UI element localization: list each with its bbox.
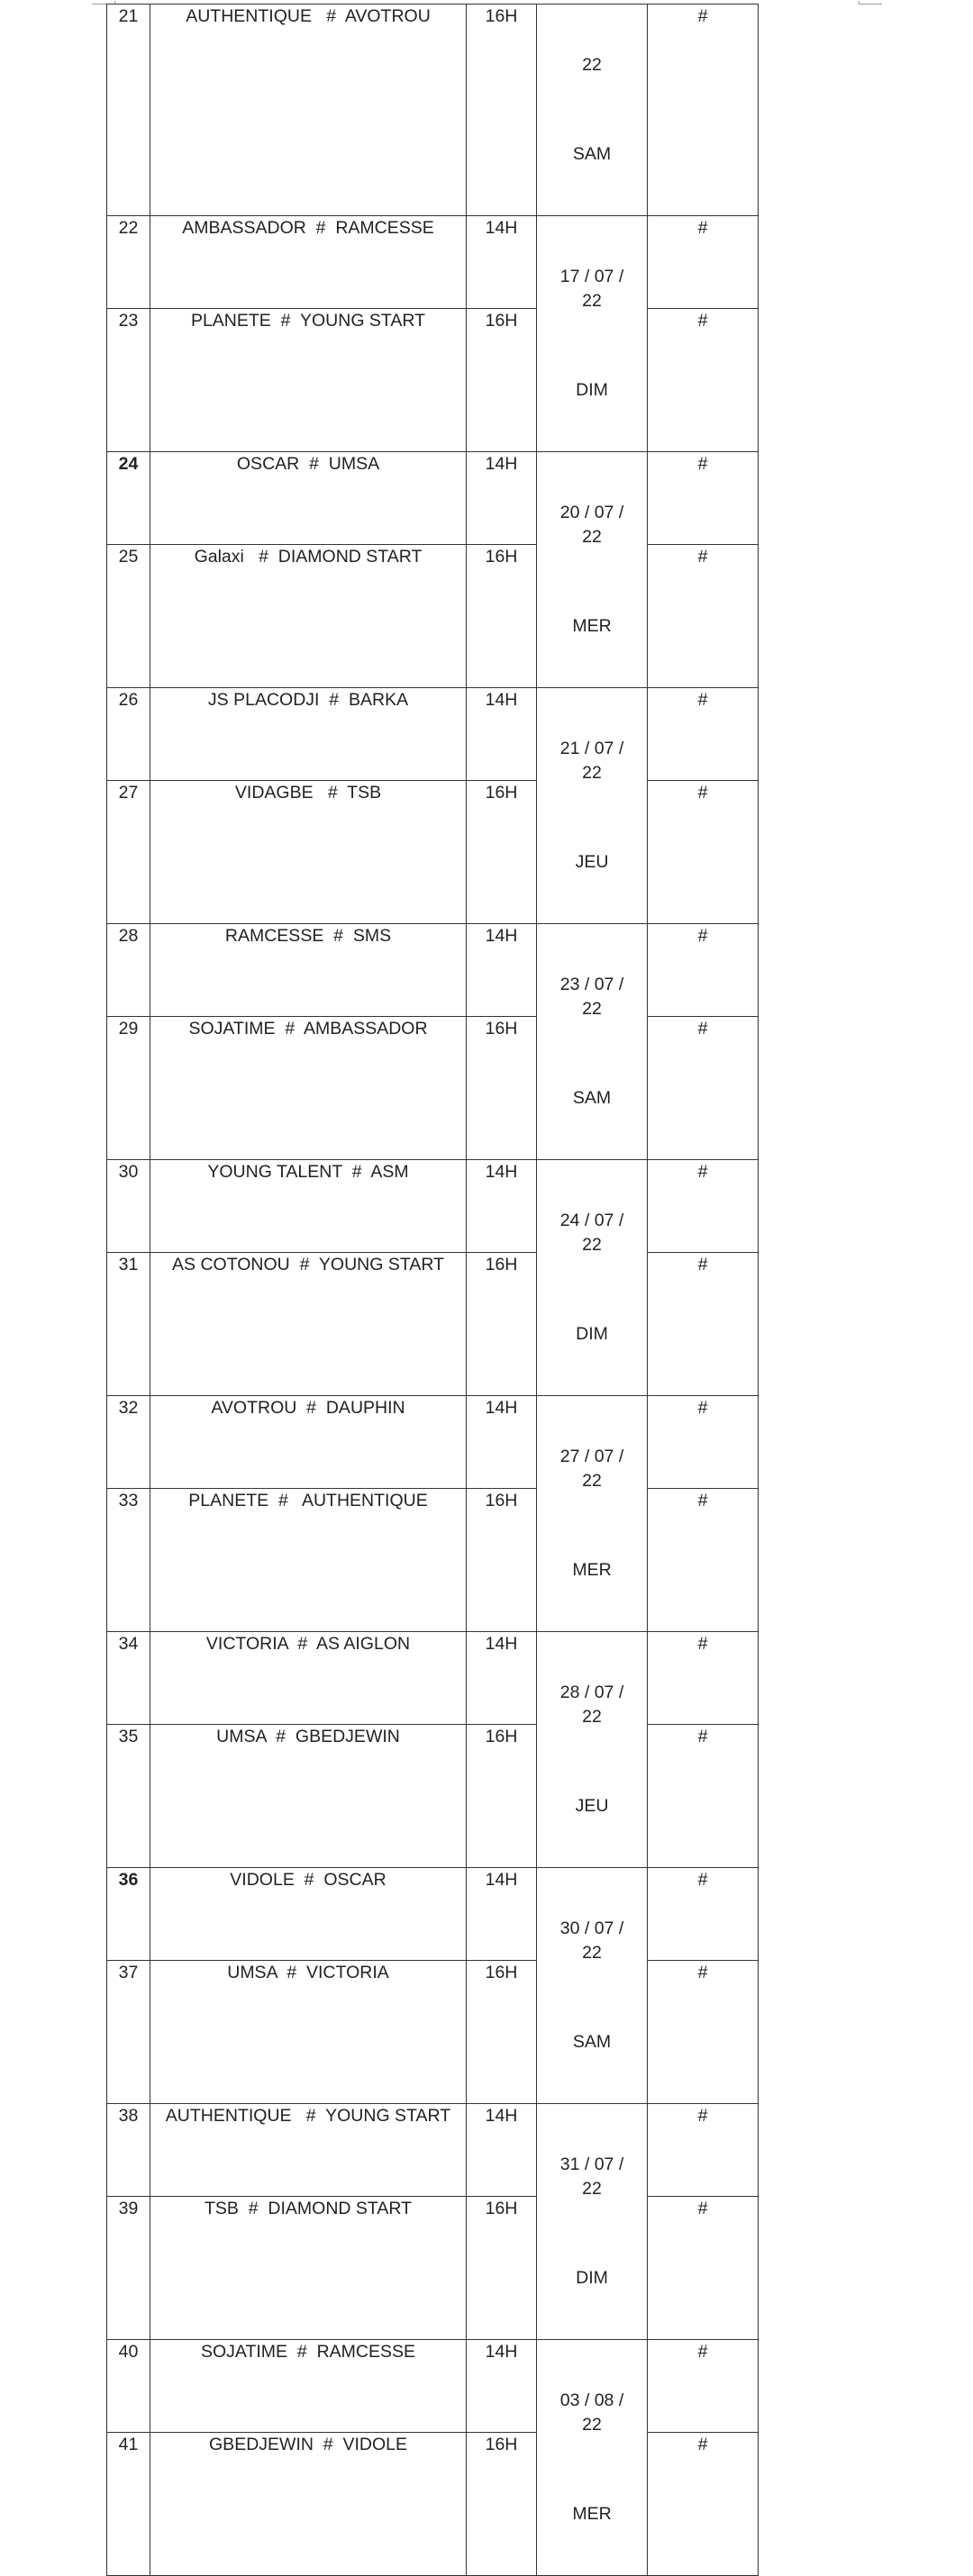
match-score: # xyxy=(648,452,759,545)
match-day: SAM xyxy=(572,144,612,164)
match-number: 29 xyxy=(107,1017,150,1160)
match-score: # xyxy=(648,1632,759,1725)
match-teams: PLANETE # YOUNG START xyxy=(150,309,467,452)
kickoff-time: 16H xyxy=(467,1725,537,1868)
match-score: # xyxy=(648,545,759,688)
kickoff-time: 16H xyxy=(467,781,537,924)
match-date-cell xyxy=(537,1160,648,1396)
match-date: 22 xyxy=(582,55,602,75)
match-day: SAM xyxy=(572,1088,612,1108)
match-score: # xyxy=(648,1017,759,1160)
match-number: 25 xyxy=(107,545,150,688)
table-row xyxy=(107,1868,759,1961)
table-row xyxy=(107,1725,759,1868)
match-date: 23 / 07 / 22 xyxy=(559,975,624,1019)
kickoff-time: 14H xyxy=(467,1632,537,1725)
table-row xyxy=(107,2433,759,2576)
table-row xyxy=(107,1632,759,1725)
match-day: JEU xyxy=(575,1796,609,1816)
match-date-cell xyxy=(537,2104,648,2340)
match-date-cell xyxy=(537,1868,648,2104)
match-date: 28 / 07 / 22 xyxy=(559,1683,624,1727)
match-teams: AS COTONOU # YOUNG START xyxy=(150,1253,467,1396)
match-day: DIM xyxy=(576,1324,608,1344)
table-row xyxy=(107,216,759,309)
kickoff-time: 14H xyxy=(467,452,537,545)
match-score: # xyxy=(648,1489,759,1632)
match-day: DIM xyxy=(576,380,608,400)
match-date-cell xyxy=(537,5,648,216)
kickoff-time: 14H xyxy=(467,1396,537,1489)
match-day: SAM xyxy=(572,2032,612,2052)
match-number: 36 xyxy=(107,1868,150,1961)
match-number: 27 xyxy=(107,781,150,924)
match-date: 20 / 07 / 22 xyxy=(559,503,624,547)
match-day: MER xyxy=(572,2504,612,2524)
table-row xyxy=(107,2340,759,2433)
kickoff-time: 14H xyxy=(467,688,537,781)
match-score: # xyxy=(648,688,759,781)
kickoff-time: 14H xyxy=(467,216,537,309)
kickoff-time: 14H xyxy=(467,2104,537,2197)
match-score: # xyxy=(648,216,759,309)
match-number: 41 xyxy=(107,2433,150,2576)
table-row xyxy=(107,5,759,216)
match-date-cell xyxy=(537,452,648,688)
match-schedule-table xyxy=(106,4,759,2576)
match-score: # xyxy=(648,1253,759,1396)
table-row xyxy=(107,1489,759,1632)
table-row xyxy=(107,1017,759,1160)
kickoff-time: 14H xyxy=(467,924,537,1017)
kickoff-time: 14H xyxy=(467,2340,537,2433)
table-row xyxy=(107,2197,759,2340)
table-row xyxy=(107,924,759,1017)
match-teams: VICTORIA # AS AIGLON xyxy=(150,1632,467,1725)
match-teams: JS PLACODJI # BARKA xyxy=(150,688,467,781)
page-corner-mark-right xyxy=(859,4,882,5)
match-date: 30 / 07 / 22 xyxy=(559,1918,624,1963)
match-date-cell xyxy=(537,216,648,452)
match-score: # xyxy=(648,2197,759,2340)
match-number: 34 xyxy=(107,1632,150,1725)
table-row xyxy=(107,452,759,545)
match-teams: YOUNG TALENT # ASM xyxy=(150,1160,467,1253)
match-number: 22 xyxy=(107,216,150,309)
match-number: 30 xyxy=(107,1160,150,1253)
match-date-cell xyxy=(537,1632,648,1868)
match-day: MER xyxy=(572,616,612,636)
match-date: 21 / 07 / 22 xyxy=(559,739,624,783)
match-date-cell xyxy=(537,2340,648,2576)
match-teams: UMSA # GBEDJEWIN xyxy=(150,1725,467,1868)
kickoff-time: 16H xyxy=(467,2197,537,2340)
match-teams: GBEDJEWIN # VIDOLE xyxy=(150,2433,467,2576)
match-score: # xyxy=(648,924,759,1017)
match-score: # xyxy=(648,2104,759,2197)
match-teams: TSB # DIAMOND START xyxy=(150,2197,467,2340)
match-teams: AUTHENTIQUE # AVOTROU xyxy=(150,5,467,216)
table-row xyxy=(107,781,759,924)
match-teams: PLANETE # AUTHENTIQUE xyxy=(150,1489,467,1632)
match-date: 31 / 07 / 22 xyxy=(559,2154,624,2199)
match-day: DIM xyxy=(576,2268,608,2288)
match-number: 38 xyxy=(107,2104,150,2197)
kickoff-time: 16H xyxy=(467,2433,537,2576)
match-teams: OSCAR # UMSA xyxy=(150,452,467,545)
match-number: 21 xyxy=(107,5,150,216)
match-date: 27 / 07 / 22 xyxy=(559,1447,624,1491)
kickoff-time: 16H xyxy=(467,1489,537,1632)
match-date-cell xyxy=(537,688,648,924)
match-teams: AMBASSADOR # RAMCESSE xyxy=(150,216,467,309)
kickoff-time: 16H xyxy=(467,5,537,216)
match-teams: AUTHENTIQUE # YOUNG START xyxy=(150,2104,467,2197)
match-date: 24 / 07 / 22 xyxy=(559,1211,624,1255)
match-score: # xyxy=(648,781,759,924)
table-row xyxy=(107,1253,759,1396)
kickoff-time: 16H xyxy=(467,1017,537,1160)
kickoff-time: 16H xyxy=(467,1961,537,2104)
table-row xyxy=(107,688,759,781)
match-teams: UMSA # VICTORIA xyxy=(150,1961,467,2104)
match-score: # xyxy=(648,2340,759,2433)
match-teams: SOJATIME # AMBASSADOR xyxy=(150,1017,467,1160)
match-date: 03 / 08 / 22 xyxy=(559,2390,624,2435)
match-number: 24 xyxy=(107,452,150,545)
match-number: 37 xyxy=(107,1961,150,2104)
match-number: 39 xyxy=(107,2197,150,2340)
kickoff-time: 16H xyxy=(467,1253,537,1396)
match-score: # xyxy=(648,309,759,452)
table-row xyxy=(107,545,759,688)
match-score: # xyxy=(648,1961,759,2104)
kickoff-time: 16H xyxy=(467,545,537,688)
match-number: 32 xyxy=(107,1396,150,1489)
match-score: # xyxy=(648,1396,759,1489)
match-day: JEU xyxy=(575,852,609,872)
match-score: # xyxy=(648,1160,759,1253)
match-date-cell xyxy=(537,1396,648,1632)
match-number: 23 xyxy=(107,309,150,452)
match-number: 40 xyxy=(107,2340,150,2433)
match-teams: AVOTROU # DAUPHIN xyxy=(150,1396,467,1489)
table-row xyxy=(107,1961,759,2104)
match-number: 33 xyxy=(107,1489,150,1632)
match-number: 28 xyxy=(107,924,150,1017)
match-teams: Galaxi # DIAMOND START xyxy=(150,545,467,688)
match-teams: SOJATIME # RAMCESSE xyxy=(150,2340,467,2433)
match-score: # xyxy=(648,2433,759,2576)
match-score: # xyxy=(648,5,759,216)
match-score: # xyxy=(648,1868,759,1961)
match-date: 17 / 07 / 22 xyxy=(559,267,624,311)
match-number: 31 xyxy=(107,1253,150,1396)
match-teams: VIDAGBE # TSB xyxy=(150,781,467,924)
table-row xyxy=(107,309,759,452)
table-row xyxy=(107,2104,759,2197)
match-number: 35 xyxy=(107,1725,150,1868)
match-number: 26 xyxy=(107,688,150,781)
kickoff-time: 14H xyxy=(467,1160,537,1253)
match-teams: VIDOLE # OSCAR xyxy=(150,1868,467,1961)
match-day: MER xyxy=(572,1560,612,1580)
match-date-cell xyxy=(537,924,648,1160)
match-teams: RAMCESSE # SMS xyxy=(150,924,467,1017)
table-row xyxy=(107,1396,759,1489)
table-row xyxy=(107,1160,759,1253)
kickoff-time: 16H xyxy=(467,309,537,452)
kickoff-time: 14H xyxy=(467,1868,537,1961)
match-score: # xyxy=(648,1725,759,1868)
